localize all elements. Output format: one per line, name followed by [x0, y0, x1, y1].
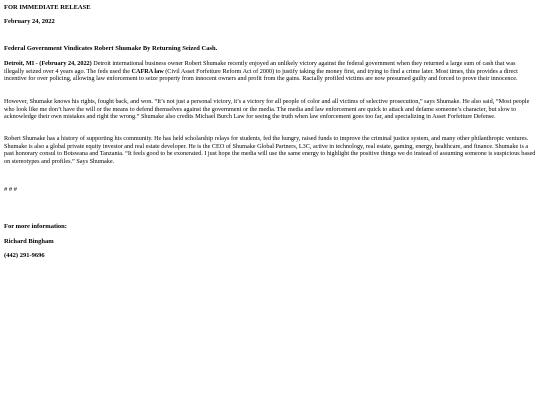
contact-name: Richard Bingham [4, 238, 54, 245]
paragraph-3: Robert Shumake has a history of supporting his community. He has held scholarship relays for students, fed the hungry, raised funds to improve the criminal justice system, and many other philanthropic ventures. Shumake is also a global private equity investor and real estate developer. He is the CEO of Shumake Global Partners, L3C, active in technology, real estate, gaming, energy, healthcare, and finance. Shumake is a past honorary consul to Botswana and Tanzania. “It feels good to be exonerated. I just hope the media will use the same energy to highlight the positive things we do instead of assuming someone is suspicious based on stereotypes and profiles.” Says Shumake. [4, 135, 536, 165]
paragraph-2: However, Shumake knows his rights, fought back, and won. “It’s not just a personal victory, it’s a victory for all people of color and all victims of selective prosecution,” says Shumake. He also said, “Most people who look like me don’t have the will or the means to defend themselves against the government or the media. The media and law enforcement are quick to attack and defame someone’s character, but slow to acknowledge their own mistakes and right the wrong.” Shumake also credits Michael Burch Law for seeing the truth when law enforcement goes too far, and specializing in Asset Forfeiture Defense. [4, 98, 530, 121]
contact-heading: For more information: [4, 223, 67, 230]
cafra-law: CAFRA law [131, 67, 164, 75]
release-date: February 24, 2022 [4, 18, 55, 25]
contact-phone: (442) 291-9696 [4, 252, 45, 259]
end-mark: # # # [4, 186, 17, 193]
release-header: FOR IMMEDIATE RELEASE [4, 4, 91, 11]
paragraph-1-text-b: (Civil Asset Forfeiture Reform Act of 2000) to justify taking the money first, and trying to find a crime later. Most times, this provides a direct incentive for over policing, allowing law enforcement to seize property from innocent owners and profit from the gains. Racially profiled victims are now presumed guilty and forced to prove their innocence. [4, 67, 518, 83]
headline: Federal Government Vindicates Robert Shumake By Returning Seized Cash. [4, 45, 218, 52]
paragraph-1-text-a: Detroit international business owner Robert Shumake recently enjoyed an unlikely victory against the federal government when they returned a large sum of cash that was illegally seized over 4 years ago. The feds used the [4, 60, 516, 75]
paragraph-1 [4, 60, 536, 83]
dateline: Detroit, MI - (February 24, 2022) [4, 60, 92, 67]
